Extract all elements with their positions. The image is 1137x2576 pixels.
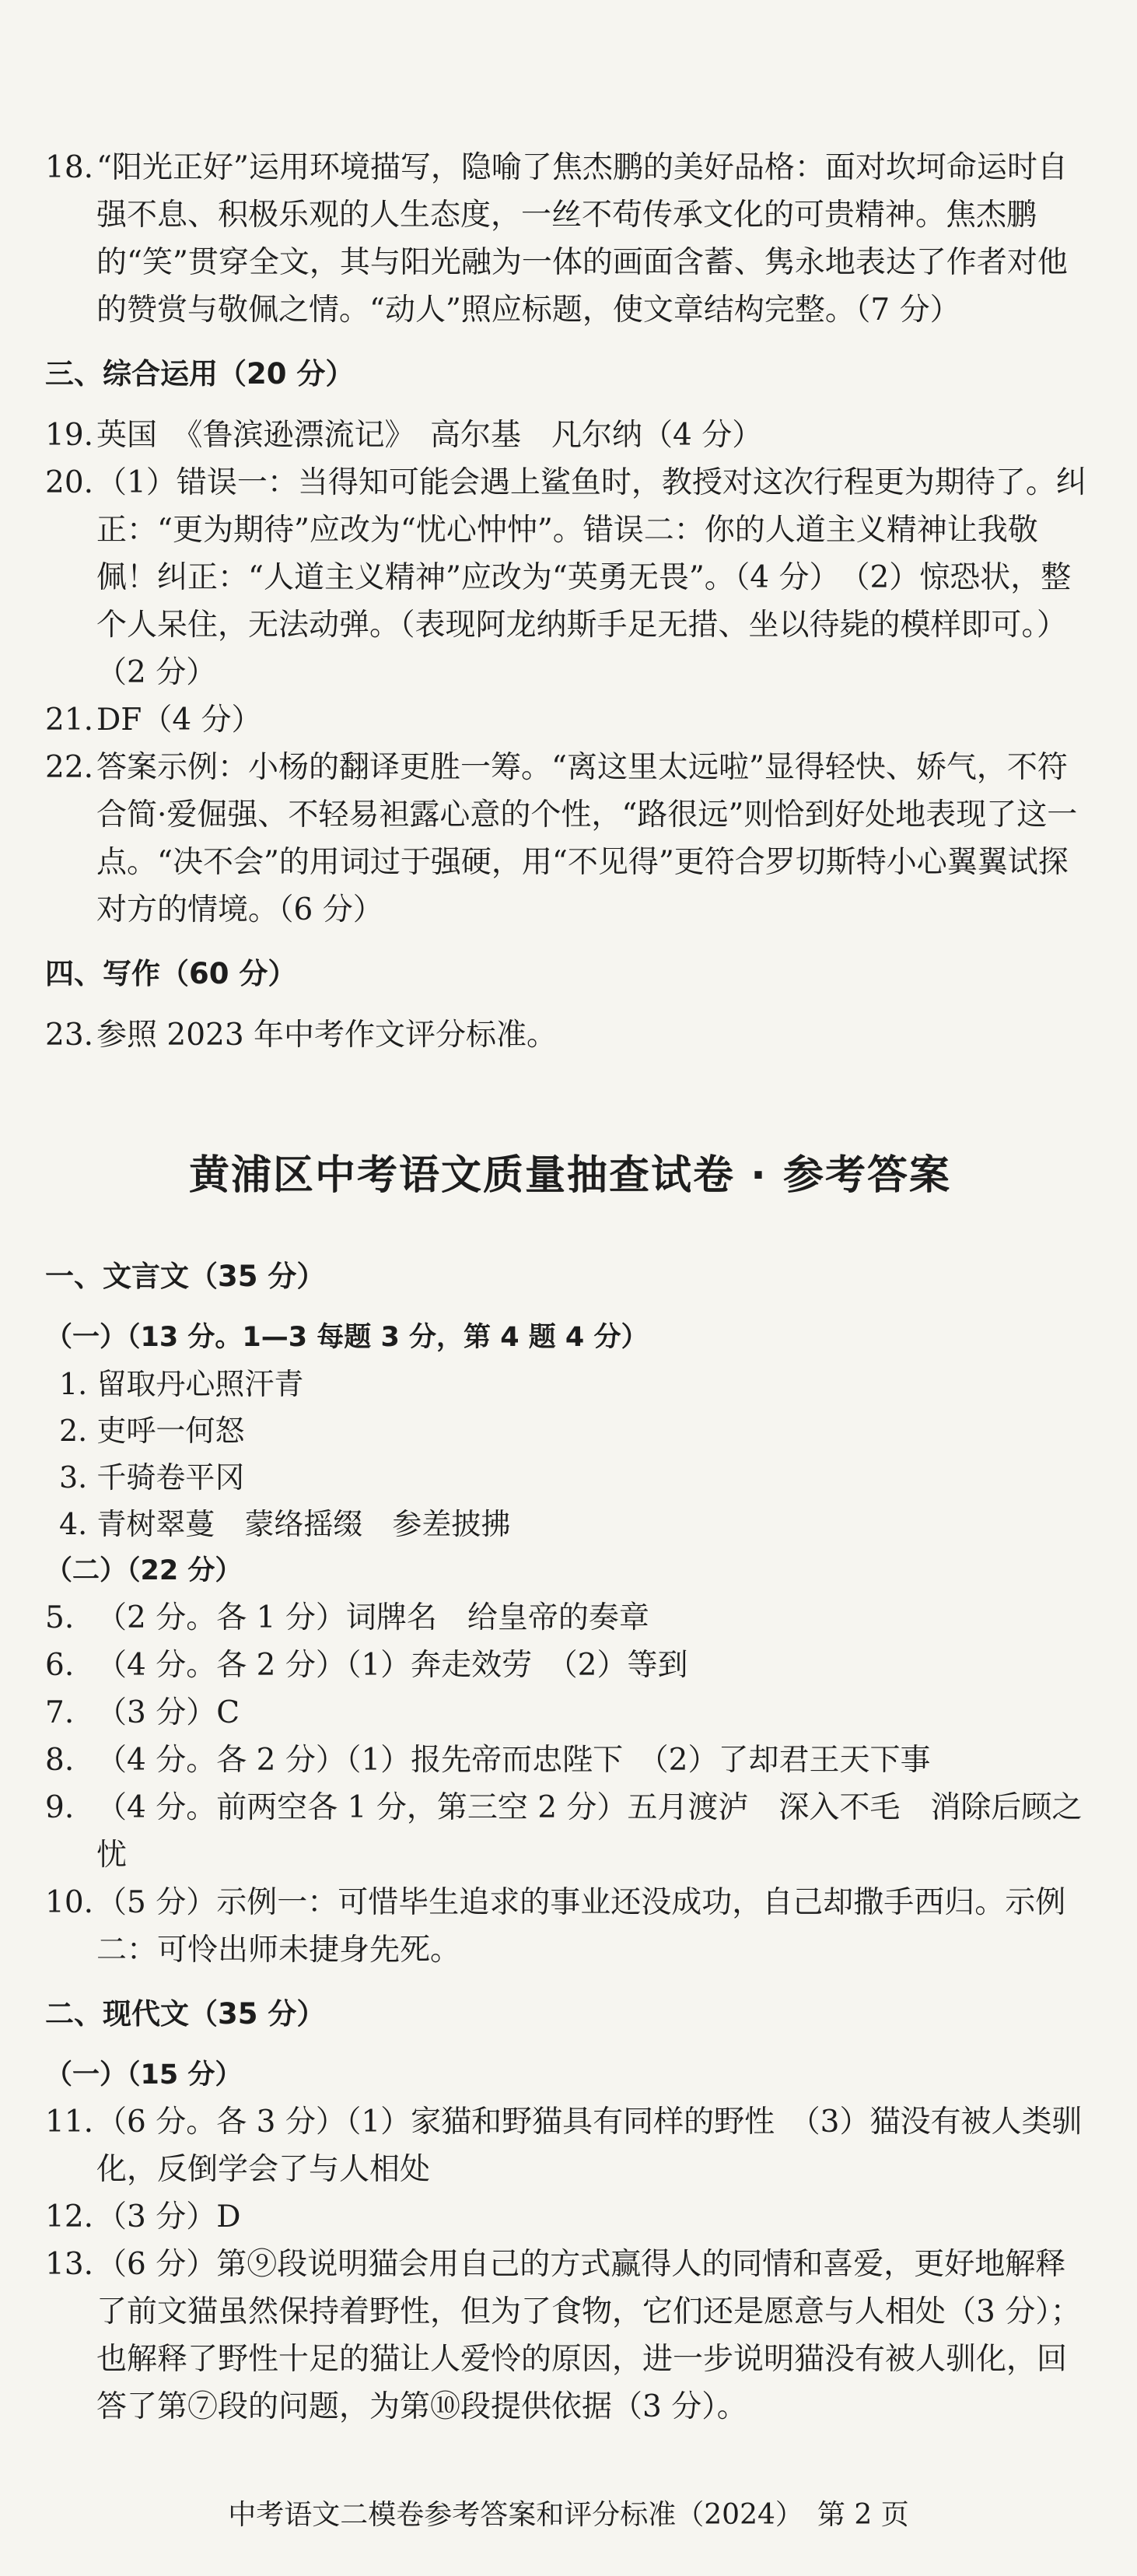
item-text: “阳光正好”运用环境描写，隐喻了焦杰鹏的美好品格：面对坎坷命运时自强不息、积极乐观的人生态度，一丝不苟传承文化的可贵精神。焦杰鹏的“笑”贯穿全文，其与阳光融为一体的画面含蓄、隽永地表达了作者对他的赞赏与敬佩之情。“动人”照应标题，使文章结构完整。（7 分） <box>96 150 1068 328</box>
item-number: 21. <box>45 703 94 738</box>
item-text: （6 分）第⑨段说明猫会用自己的方式赢得人的同情和喜爱，更好地解释了前文猫虽然保持着野性，但为了食物，它们还是愿意与人相处（3 分）；也解释了野性十足的猫让人爱怜的原因，进一步说明猫没有被人驯化，回答了第⑦段的问题，为第⑩段提供依据（3 分）。 <box>96 2247 1081 2424</box>
item-text: （3 分）C <box>96 1695 240 1730</box>
item-number: 20. <box>45 465 94 500</box>
item-text: 英国 《鲁滨逊漂流记》 高尔基 凡尔纳（4 分） <box>96 418 763 453</box>
item-number: 11. <box>45 2105 94 2140</box>
answer-line: 4. 青树翠蔓 蒙络摇缀 参差披拂 <box>59 1507 511 1541</box>
answer-item-9 <box>45 1784 1095 1879</box>
item-text: （4 分。各 2 分）（1）奔走效劳 （2）等到 <box>96 1648 688 1683</box>
item-text: （3 分）D <box>96 2199 241 2234</box>
item-text: （6 分。各 3 分）（1）家猫和野猫具有同样的野性 （3）猫没有被人类驯化，反倒学会了与人相处 <box>96 2105 1083 2187</box>
item-number: 8. <box>45 1743 75 1778</box>
item-text: DF（4 分） <box>96 703 262 738</box>
item-text: （4 分。各 2 分）（1）报先帝而忠陛下 （2）了却君王天下事 <box>96 1743 931 1778</box>
answer-item-8 <box>45 1737 1095 1784</box>
item-text: （5 分）示例一：可惜毕生追求的事业还没成功，自己却撒手西归。示例二：可怜出师未捷身先死。 <box>96 1885 1066 1968</box>
subsection-heading-1: （一）（13 分。1—3 每题 3 分，第 4 题 4 分） <box>45 1322 649 1353</box>
part-heading-classical: 一、文言文（35 分） <box>45 1260 326 1293</box>
item-number: 9. <box>45 1790 75 1825</box>
answer-item-23 <box>45 1011 1095 1059</box>
section-heading-3: 三、综合运用（20 分） <box>45 357 355 391</box>
item-number: 18. <box>45 150 94 185</box>
subsection-heading-modern-1: （一）（15 分） <box>45 2059 243 2091</box>
answer-line: 1. 留取丹心照汗青 <box>59 1367 304 1401</box>
item-text: 答案示例：小杨的翻译更胜一筹。“离这里太远啦”显得轻快、娇气，不符合简·爱倔强、不轻易袒露心意的个性，“路很远”则恰到好处地表现了这一点。“决不会”的用词过于强硬，用“不见得”更符合罗切斯特小心翼翼试探对方的情境。（6 分） <box>96 750 1078 927</box>
item-number: 10. <box>45 1885 94 1920</box>
answer-item-12 <box>45 2193 1095 2241</box>
item-text: （1）错误一：当得知可能会遇上鲨鱼时，教授对这次行程更为期待了。纠正：“更为期待”应改为“忧心忡忡”。错误二：你的人道主义精神让我敬佩！纠正：“人道主义精神”应改为“英勇无畏”。（4 分） （2）惊恐状，整个人呆住，无法动弹。（表现阿龙纳斯手足无措、坐以待毙的模样即可。）（2 分） <box>96 465 1086 690</box>
item-number: 19. <box>45 418 94 453</box>
document-title: 黄浦区中考语文质量抽查试卷 · 参考答案 <box>189 1152 951 1199</box>
answer-item-19 <box>45 412 1095 459</box>
answer-item-5 <box>45 1594 1095 1642</box>
item-number: 7. <box>45 1695 75 1730</box>
answer-item-21 <box>45 696 1095 744</box>
item-number: 12. <box>45 2199 94 2234</box>
item-number: 6. <box>45 1648 75 1683</box>
item-number: 23. <box>45 1018 94 1053</box>
item-number: 22. <box>45 750 94 785</box>
page-footer: 中考语文二模卷参考答案和评分标准（2024） 第 2 页 <box>228 2499 909 2531</box>
answer-item-11 <box>45 2098 1095 2193</box>
answer-line: 3. 千骑卷平冈 <box>59 1460 245 1495</box>
section-heading-4: 四、写作（60 分） <box>45 957 297 990</box>
item-text: 参照 2023 年中考作文评分标准。 <box>96 1018 558 1053</box>
answer-item-13 <box>45 2241 1095 2431</box>
answer-item-7 <box>45 1689 1095 1737</box>
answer-page <box>45 144 1095 2431</box>
answer-item-6 <box>45 1642 1095 1689</box>
answer-item-10 <box>45 1879 1095 1974</box>
item-number: 13. <box>45 2247 94 2282</box>
answer-item-20 <box>45 459 1095 696</box>
item-number: 5. <box>45 1600 75 1635</box>
part-heading-modern: 二、现代文（35 分） <box>45 1997 326 2031</box>
answer-line: 2. 吏呼一何怒 <box>59 1414 245 1448</box>
answer-item-18 <box>45 144 1095 334</box>
item-text: （4 分。前两空各 1 分，第三空 2 分）五月渡泸 深入不毛 消除后顾之忧 <box>96 1790 1083 1873</box>
item-text: （2 分。各 1 分）词牌名 给皇帝的奏章 <box>96 1600 649 1635</box>
subsection-heading-2: （二）（22 分） <box>45 1555 243 1586</box>
answer-item-22 <box>45 744 1095 934</box>
